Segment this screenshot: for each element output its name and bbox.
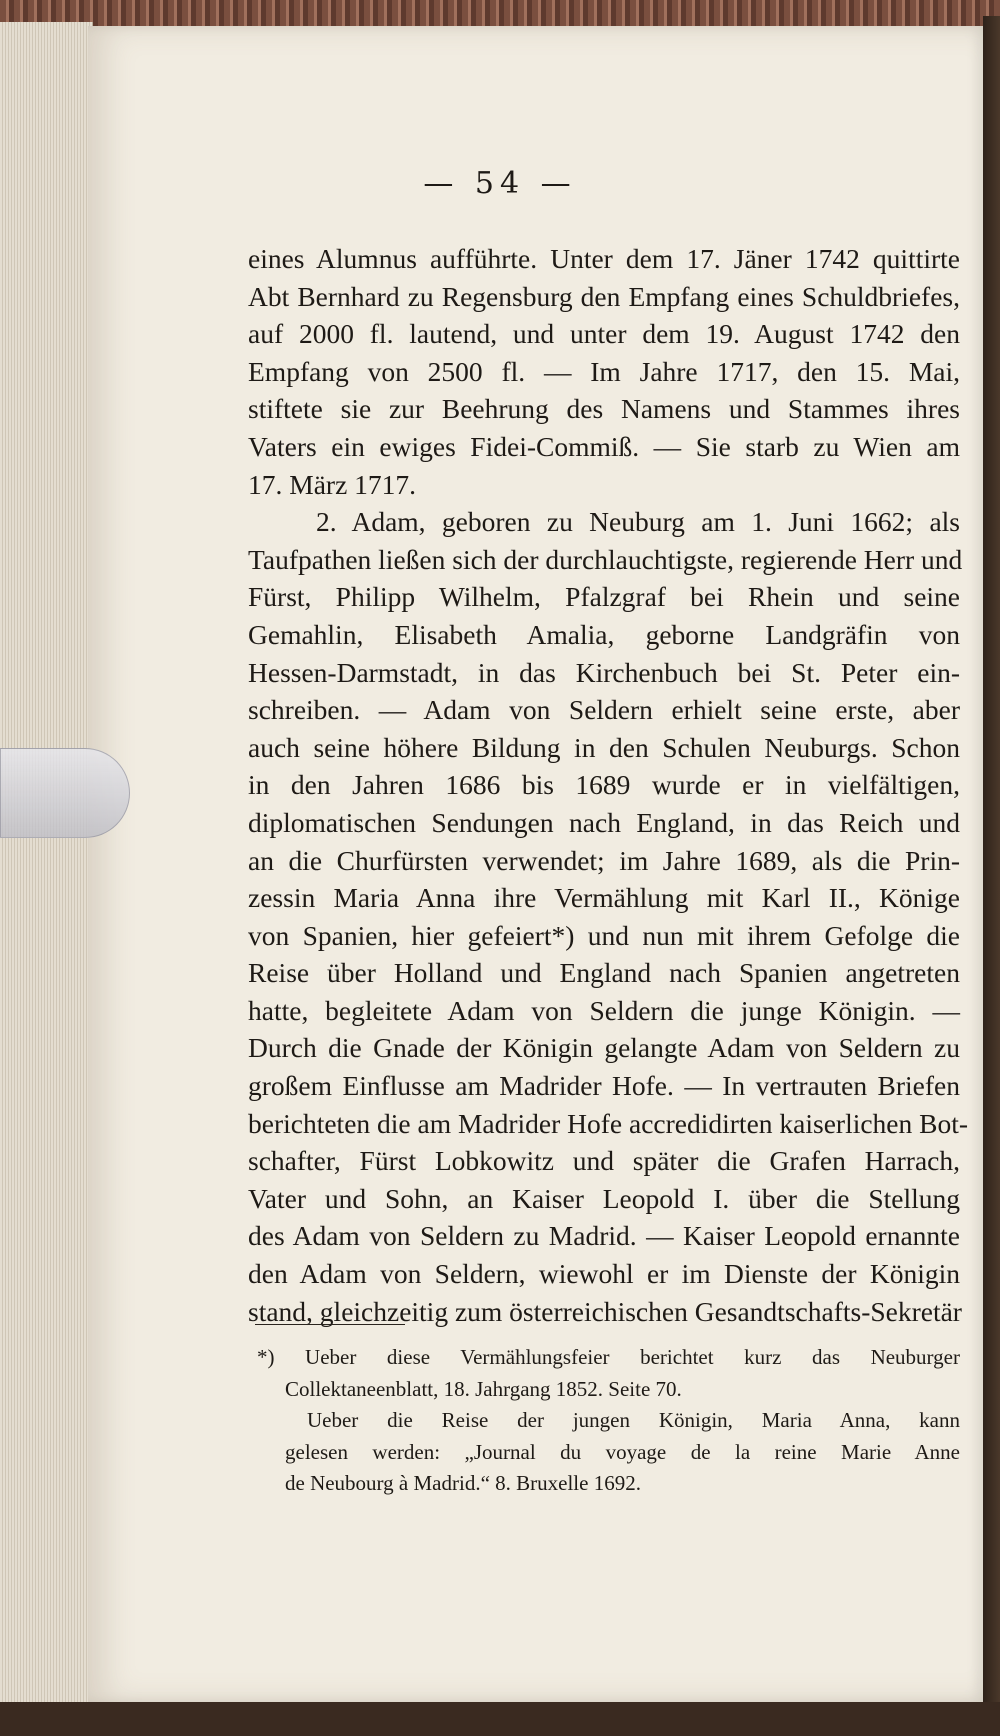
text-line: Taufpathen ließen sich der durchlauchtigste, regierende Herr und <box>248 543 963 575</box>
page-stack-edge <box>0 22 93 1702</box>
text-line: des Adam von Seldern zu Madrid. — Kaiser Leopold ernannte <box>248 1220 960 1252</box>
text-line: zessin Maria Anna ihre Vermählung mit Karl II., Könige <box>248 882 960 914</box>
page-clip <box>0 748 130 838</box>
bottom-shadow <box>0 1702 1000 1736</box>
text-line: stiftete sie zur Beehrung des Namens und Stammes ihres <box>248 393 960 425</box>
body-text <box>248 240 969 1330</box>
footnotes <box>257 1342 960 1500</box>
text-line: von Spanien, hier gefeiert*) und nun mit ihrem Gefolge die <box>248 919 960 951</box>
text-line: 17. März 1717. <box>248 468 417 500</box>
book-cover-edge <box>0 0 1000 28</box>
text-line: Durch die Gnade der Königin gelangte Adam von Seldern zu <box>248 1032 960 1064</box>
text-line: eines Alumnus aufführte. Unter dem 17. Jäner 1742 quittirte <box>248 243 960 274</box>
footnote-line: Ueber die Reise der jungen Königin, Maria Anna, kann <box>307 1408 960 1432</box>
text-line: auf 2000 fl. lautend, und unter dem 19. August 1742 den <box>248 318 960 350</box>
footnote-line: *) Ueber diese Vermählungsfeier berichtet kurz das Neuburger <box>257 1345 960 1369</box>
text-line: an die Churfürsten verwendet; im Jahre 1689, als die Prin- <box>248 844 960 876</box>
text-line: auch seine höhere Bildung in den Schulen Neuburgs. Schon <box>248 731 960 763</box>
text-line: stand, gleichzeitig zum österreichischen Gesandtschafts-Sekretär <box>248 1295 962 1327</box>
text-line: Abt Bernhard zu Regensburg den Empfang eines Schuldbriefes, <box>248 280 960 312</box>
text-line: berichteten die am Madrider Hofe accredidirten kaiserlichen Bot- <box>248 1107 969 1139</box>
text-line: in den Jahren 1686 bis 1689 wurde er in vielfältigen, <box>248 769 960 801</box>
book-spine-shadow <box>983 16 1000 1716</box>
page-number: — 54 — <box>423 166 577 201</box>
text-line: hatte, begleitete Adam von Seldern die junge Königin. — <box>248 994 960 1026</box>
text-line: Reise über Holland und England nach Spanien angetreten <box>248 957 960 989</box>
text-line: Empfang von 2500 fl. — Im Jahre 1717, den 15. Mai, <box>248 355 960 387</box>
text-line: den Adam von Seldern, wiewohl er im Dienste der Königin <box>248 1258 960 1290</box>
footnote-divider <box>255 1324 405 1325</box>
text-line: schreiben. — Adam von Seldern erhielt seine erste, aber <box>248 694 960 726</box>
text-line: Gemahlin, Elisabeth Amalia, geborne Landgräfin von <box>248 618 960 650</box>
text-line: großem Einflusse am Madrider Hofe. — In vertrauten Briefen <box>248 1070 960 1102</box>
text-line: Fürst, Philipp Wilhelm, Pfalzgraf bei Rhein und seine <box>248 581 960 613</box>
footnote-line: de Neubourg à Madrid.“ 8. Bruxelle 1692. <box>285 1471 641 1495</box>
text-line: Vaters ein ewiges Fidei-Commiß. — Sie starb zu Wien am <box>248 430 960 462</box>
text-line: 2. Adam, geboren zu Neuburg am 1. Juni 1662; als <box>316 506 960 538</box>
text-line: Hessen-Darmstadt, in das Kirchenbuch bei St. Peter ein- <box>248 656 960 688</box>
text-line: diplomatischen Sendungen nach England, in das Reich und <box>248 806 960 838</box>
footnote-line: Collektaneenblatt, 18. Jahrgang 1852. Seite 70. <box>285 1376 682 1401</box>
text-line: schafter, Fürst Lobkowitz und später die Grafen Harrach, <box>248 1145 960 1177</box>
footnote-line: gelesen werden: „Journal du voyage de la reine Marie Anne <box>285 1439 960 1464</box>
text-line: Vater und Sohn, an Kaiser Leopold I. über die Stellung <box>248 1182 960 1214</box>
